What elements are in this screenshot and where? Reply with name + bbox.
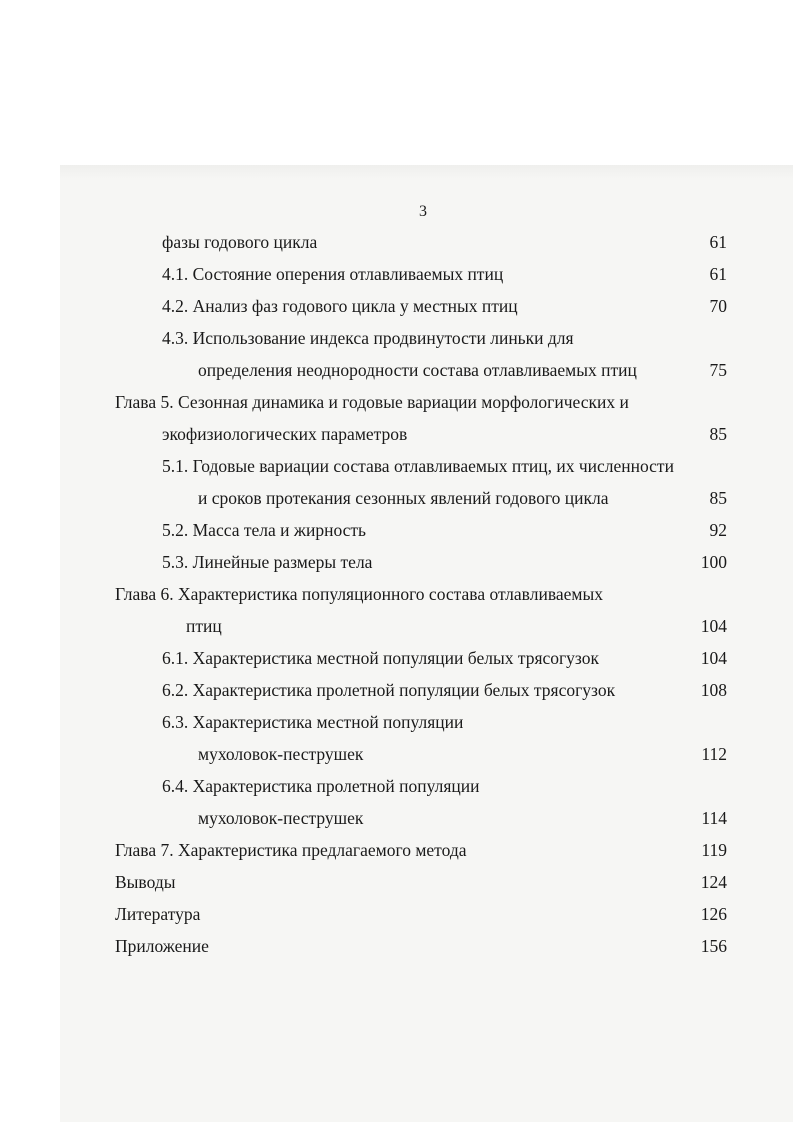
toc-entry-text: 6.1. Характеристика местной популяции белых трясогузок [162, 648, 599, 668]
toc-entry-text: фазы годового цикла [162, 232, 318, 252]
toc-entry-text: 4.1. Состояние оперения отлавливаемых птиц [162, 264, 504, 284]
toc-entry-page: 85 [709, 488, 727, 508]
toc-entry-text: определения неоднородности состава отлавливаемых птиц [198, 360, 637, 380]
toc-entry-text: 5.1. Годовые вариации состава отлавливаемых птиц, их численности [162, 456, 674, 476]
toc-entry-text: 6.3. Характеристика местной популяции [162, 712, 464, 732]
toc-entry-text: Приложение [115, 936, 209, 956]
page-number: 3 [419, 203, 427, 220]
toc-entry-text: птиц [186, 616, 222, 636]
toc-entry-text: 6.2. Характеристика пролетной популяции белых трясогузок [162, 680, 616, 700]
toc-entry-text: мухоловок-пеструшек [198, 744, 364, 764]
toc-entry-page: 85 [709, 424, 727, 444]
toc-entry-text: 5.2. Масса тела и жирность [162, 520, 367, 540]
toc-entry-text: мухоловок-пеструшек [198, 808, 364, 828]
toc-entry-text: Глава 7. Характеристика предлагаемого метода [115, 840, 467, 860]
toc-entry-page: 114 [701, 808, 727, 828]
toc-entry-page: 104 [700, 616, 727, 636]
toc-entry-page: 61 [709, 232, 727, 252]
scan-shadow [60, 165, 793, 179]
toc-entry-page: 126 [700, 904, 727, 924]
toc-entry-text: Литература [115, 904, 201, 924]
toc-entry-page: 70 [709, 296, 727, 316]
toc-entry-page: 156 [700, 936, 727, 956]
toc-entry-page: 108 [700, 680, 727, 700]
toc-entry-text: Глава 5. Сезонная динамика и годовые вариации морфологических и [115, 392, 629, 412]
toc-entry-text: Глава 6. Характеристика популяционного состава отлавливаемых [115, 584, 603, 604]
toc-entry-page: 104 [700, 648, 727, 668]
toc-entry-page: 119 [701, 840, 727, 860]
toc-entry-text: экофизиологических параметров [162, 424, 408, 444]
toc-entry-page: 124 [700, 872, 727, 892]
toc-entry-text: 4.3. Использование индекса продвинутости линьки для [162, 328, 574, 348]
toc-entry-page: 100 [700, 552, 727, 572]
toc-entry-text: 4.2. Анализ фаз годового цикла у местных птиц [162, 296, 518, 316]
toc-entry-text: 6.4. Характеристика пролетной популяции [162, 776, 480, 796]
toc-entry-text: 5.3. Линейные размеры тела [162, 552, 373, 572]
toc-entry-page: 92 [709, 520, 727, 540]
toc-entry-page: 61 [709, 264, 727, 284]
toc-entry-page: 112 [701, 744, 727, 764]
toc-entry-page: 75 [709, 360, 727, 380]
toc-entry-text: и сроков протекания сезонных явлений годового цикла [198, 488, 609, 508]
toc-entry-text: Выводы [115, 872, 176, 892]
